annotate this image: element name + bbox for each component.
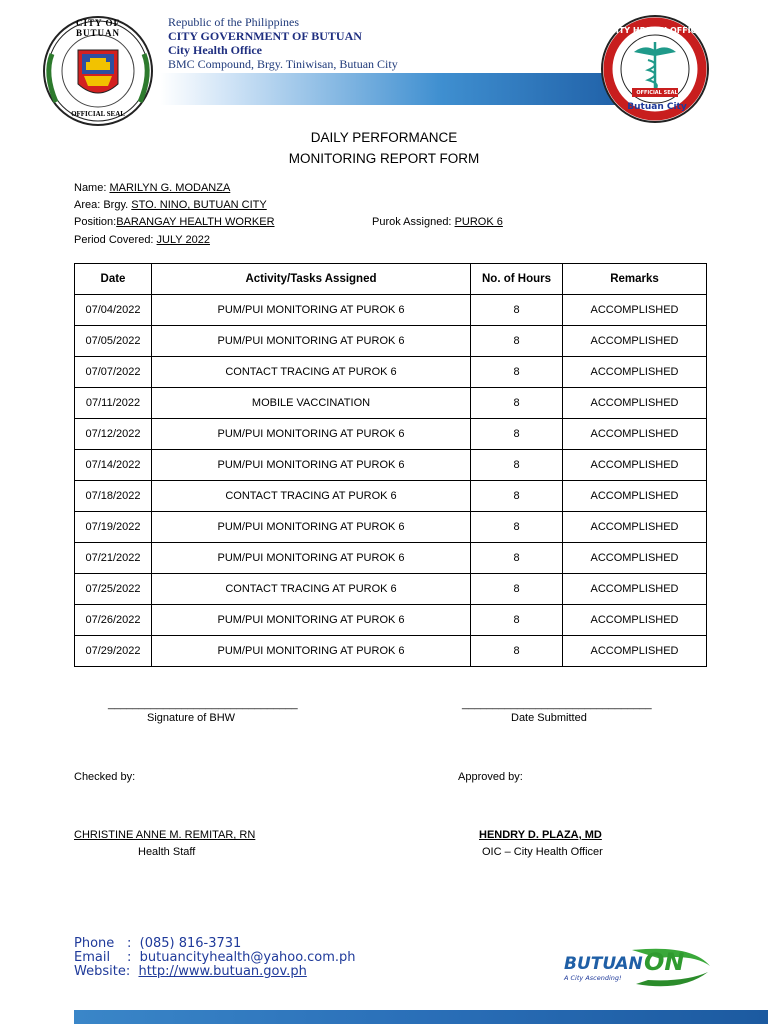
cell-activity: CONTACT TRACING AT PUROK 6 [152, 357, 471, 388]
table-row [75, 481, 707, 512]
cell-date: 07/19/2022 [75, 512, 152, 543]
cell-date: 07/21/2022 [75, 543, 152, 574]
area-label: Area: Brgy. [74, 199, 132, 211]
cell-date: 07/05/2022 [75, 326, 152, 357]
cell-activity: PUM/PUI MONITORING AT PUROK 6 [152, 295, 471, 326]
logo-text-on: ON [644, 948, 685, 976]
table-body [75, 295, 707, 667]
purok-row [372, 216, 503, 228]
cell-hours: 8 [471, 512, 563, 543]
checker-title: Health Staff [138, 846, 196, 858]
cell-remarks: ACCOMPLISHED [563, 295, 707, 326]
right-seal-text-mid: OFFICIAL SEAL [636, 90, 678, 96]
email-row: Email : butuancityhealth@yahoo.com.ph [74, 950, 356, 965]
position-value: BARANGAY HEALTH WORKER [116, 216, 275, 228]
header-republic: Republic of the Philippines [168, 15, 299, 29]
cell-activity: PUM/PUI MONITORING AT PUROK 6 [152, 326, 471, 357]
cell-remarks: ACCOMPLISHED [563, 636, 707, 667]
email-label: Email [74, 950, 111, 965]
cell-hours: 8 [471, 326, 563, 357]
report-title-line1: DAILY PERFORMANCE [310, 130, 458, 145]
header-activity: Activity/Tasks Assigned [152, 264, 471, 295]
right-seal-text-bottom: Butuan City [627, 102, 687, 112]
position-label: Position: [74, 216, 117, 228]
table-row [75, 419, 707, 450]
header-hours: No. of Hours [471, 264, 563, 295]
website-link[interactable]: http://www.butuan.gov.ph [138, 964, 307, 979]
cell-activity: PUM/PUI MONITORING AT PUROK 6 [152, 636, 471, 667]
seal-text-bottom: OFFICIAL SEAL [71, 110, 125, 118]
approver-title: OIC – City Health Officer [482, 846, 603, 858]
cell-hours: 8 [471, 450, 563, 481]
cell-remarks: ACCOMPLISHED [563, 419, 707, 450]
cell-remarks: ACCOMPLISHED [563, 574, 707, 605]
cell-remarks: ACCOMPLISHED [563, 543, 707, 574]
header-city-government: CITY GOVERNMENT OF BUTUAN [168, 29, 362, 43]
cell-hours: 8 [471, 605, 563, 636]
right-seal-text-top: CITY HEALTH OFFICE [610, 26, 702, 35]
cell-remarks: ACCOMPLISHED [563, 326, 707, 357]
header-remarks: Remarks [563, 264, 707, 295]
cell-activity: PUM/PUI MONITORING AT PUROK 6 [152, 419, 471, 450]
approved-by-label: Approved by: [458, 771, 523, 783]
website-row [74, 965, 307, 979]
cell-date: 07/07/2022 [75, 357, 152, 388]
cell-date: 07/12/2022 [75, 419, 152, 450]
cell-activity: MOBILE VACCINATION [152, 388, 471, 419]
cell-remarks: ACCOMPLISHED [563, 357, 707, 388]
period-value: JULY 2022 [156, 234, 210, 246]
table-row [75, 574, 707, 605]
table-row [75, 512, 707, 543]
cell-hours: 8 [471, 481, 563, 512]
period-label: Period Covered: [74, 234, 157, 246]
table-row [75, 388, 707, 419]
table-row [75, 357, 707, 388]
cell-hours: 8 [471, 574, 563, 605]
cell-activity: PUM/PUI MONITORING AT PUROK 6 [152, 512, 471, 543]
cell-hours: 8 [471, 543, 563, 574]
table-header-row [75, 264, 707, 295]
table-row [75, 543, 707, 574]
cell-activity: PUM/PUI MONITORING AT PUROK 6 [152, 605, 471, 636]
cell-remarks: ACCOMPLISHED [563, 512, 707, 543]
cell-date: 07/29/2022 [75, 636, 152, 667]
table-row [75, 636, 707, 667]
cell-date: 07/04/2022 [75, 295, 152, 326]
name-label: Name: [74, 182, 110, 194]
cell-hours: 8 [471, 636, 563, 667]
table-row [75, 295, 707, 326]
butuan-on-logo [562, 944, 712, 994]
position-row [74, 216, 275, 228]
header-address: BMC Compound, Brgy. Tiniwisan, Butuan City [168, 57, 398, 71]
signature-of-bhw-label: Signature of BHW [147, 712, 236, 724]
header-band [160, 73, 628, 105]
area-row [74, 199, 267, 211]
cell-hours: 8 [471, 419, 563, 450]
cell-hours: 8 [471, 295, 563, 326]
header-office: City Health Office [168, 43, 262, 57]
header-date: Date [75, 264, 152, 295]
cell-remarks: ACCOMPLISHED [563, 481, 707, 512]
cell-activity: CONTACT TRACING AT PUROK 6 [152, 574, 471, 605]
cell-remarks: ACCOMPLISHED [563, 450, 707, 481]
period-row [74, 234, 210, 246]
table-row [75, 605, 707, 636]
phone-value: (085) 816-3731 [139, 936, 242, 951]
purok-value: PUROK 6 [454, 216, 503, 228]
cell-date: 07/18/2022 [75, 481, 152, 512]
cell-remarks: ACCOMPLISHED [563, 388, 707, 419]
checker-name: CHRISTINE ANNE M. REMITAR, RN [74, 829, 256, 841]
table-row [75, 326, 707, 357]
footer-band [74, 1010, 768, 1024]
performance-table [74, 263, 707, 667]
phone-label: Phone [74, 936, 115, 951]
cell-activity: PUM/PUI MONITORING AT PUROK 6 [152, 543, 471, 574]
checked-by-label: Checked by: [74, 771, 136, 783]
seal-text-top: CITY OF BUTUAN [75, 18, 120, 38]
approver-name: HENDRY D. PLAZA, MD [479, 829, 602, 841]
area-value: STO. NINO, BUTUAN CITY [131, 199, 267, 211]
phone-row: Phone : (085) 816-3731 [74, 936, 242, 951]
cell-activity: PUM/PUI MONITORING AT PUROK 6 [152, 450, 471, 481]
purok-label: Purok Assigned: [372, 216, 455, 228]
cell-hours: 8 [471, 357, 563, 388]
name-row [74, 182, 230, 194]
cell-remarks: ACCOMPLISHED [563, 605, 707, 636]
logo-tagline: A City Ascending! [564, 974, 622, 982]
logo-text-butuan: BUTUAN [564, 954, 643, 974]
signature-line-bhw: _______________________________ [108, 698, 298, 710]
cell-date: 07/14/2022 [75, 450, 152, 481]
website-label: Website: [74, 964, 131, 979]
email-value: butuancityhealth@yahoo.com.ph [139, 950, 356, 965]
name-value: MARILYN G. MODANZA [109, 182, 231, 194]
date-submitted-label: Date Submitted [511, 712, 587, 724]
report-title-line2: MONITORING REPORT FORM [288, 151, 480, 166]
cell-date: 07/25/2022 [75, 574, 152, 605]
cell-activity: CONTACT TRACING AT PUROK 6 [152, 481, 471, 512]
cell-date: 07/26/2022 [75, 605, 152, 636]
cell-date: 07/11/2022 [75, 388, 152, 419]
signature-line-date: _______________________________ [462, 698, 652, 710]
table-row [75, 450, 707, 481]
cell-hours: 8 [471, 388, 563, 419]
